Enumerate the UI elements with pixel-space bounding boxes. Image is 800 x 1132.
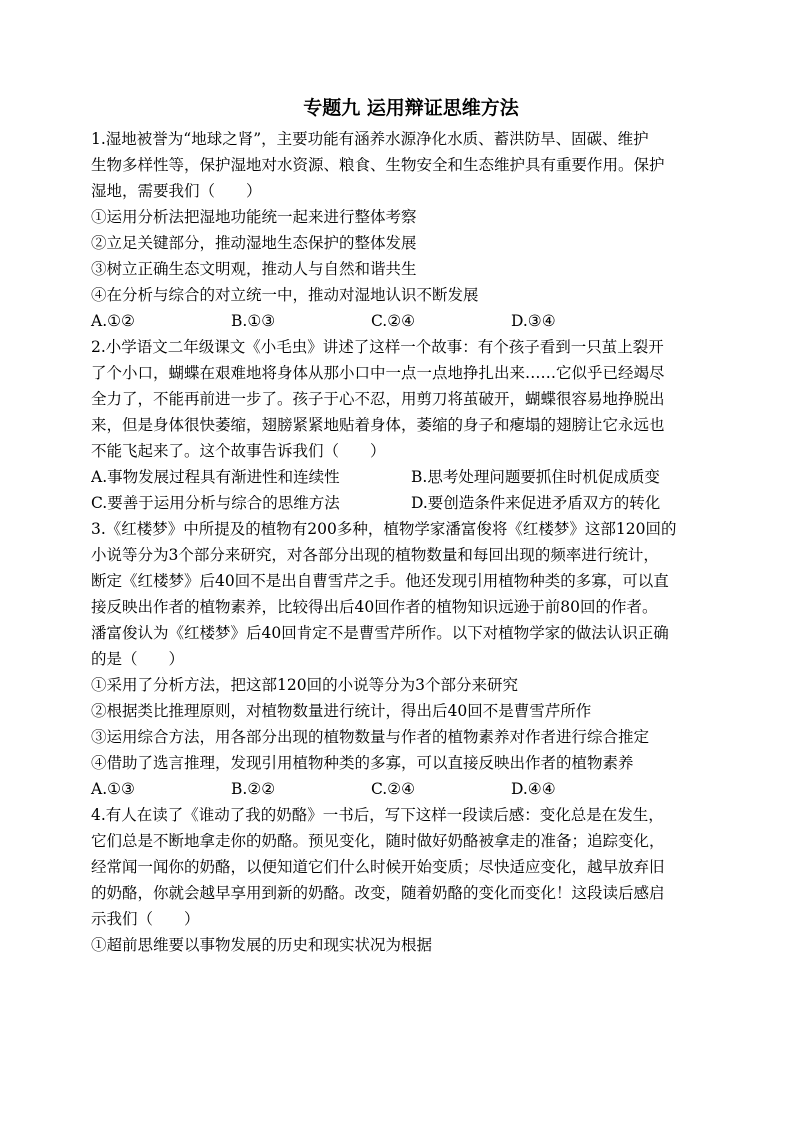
option-c: C.要善于运用分析与综合的思维方法	[91, 494, 340, 512]
answer-options	[91, 464, 731, 490]
statement-item: ④在分析与综合的对立统一中，推动对湿地认识不断发展	[91, 286, 479, 304]
question-stem-line: 全力了，不能再前进一步了。孩子于心不忍，用剪刀将茧破开，蝴蝶很容易地挣脱出	[91, 390, 665, 408]
answer-options	[91, 490, 731, 516]
question-stem-line: 小说等分为3个部分来研究，对各部分出现的植物数量和每回出现的频率进行统计，	[91, 546, 659, 564]
option-a: A.①②	[91, 312, 135, 330]
statement-item: ③运用综合方法，用各部分出现的植物数量与作者的植物素养对作者进行综合推定	[91, 728, 650, 746]
option-d: D.要创造条件来促进矛盾双方的转化	[411, 494, 661, 512]
question-1	[91, 126, 731, 334]
option-d: D.③④	[511, 312, 556, 330]
page-title: 专题九 运用辩证思维方法	[303, 97, 519, 119]
document-page	[91, 96, 731, 958]
option-a: A.①③	[91, 780, 135, 798]
question-stem-line: 2.小学语文二年级课文《小毛虫》讲述了这样一个故事：有个孩子看到一只茧上裂开	[91, 338, 664, 356]
option-b: B.思考处理问题要抓住时机促成质变	[411, 468, 660, 486]
question-stem-line: 的奶酪，你就会越早享用到新的奶酪。改变，随着奶酪的变化而变化！这段读后感启	[91, 884, 665, 902]
question-stem-line: 示我们（ ）	[91, 910, 200, 928]
question-stem-line: 不能飞起来了。这个故事告诉我们（ ）	[91, 442, 386, 460]
question-stem-line: 生物多样性等，保护湿地对水资源、粮食、生物安全和生态维护具有重要作用。保护	[91, 156, 665, 174]
answer-options	[91, 308, 731, 334]
statement-item: ②根据类比推理原则，对植物数量进行统计，得出后40回不是曹雪芹所作	[91, 702, 592, 720]
statement-item: ③树立正确生态文明观，推动人与自然和谐共生	[91, 260, 417, 278]
statement-item: ①运用分析法把湿地功能统一起来进行整体考察	[91, 208, 417, 226]
option-b: B.②②	[231, 780, 276, 798]
answer-options	[91, 776, 731, 802]
question-stem-line: 1.湿地被誉为“地球之肾”，主要功能有涵养水源净化水质、蓄洪防旱、固碳、维护	[91, 130, 649, 148]
question-stem-line: 的是（ ）	[91, 650, 185, 668]
question-3	[91, 516, 731, 802]
question-stem-line: 3.《红楼梦》中所提及的植物有200多种，植物学家潘富俊将《红楼梦》这部120回的	[91, 520, 677, 538]
statement-item: ④借助了选言推理，发现引用植物种类的多寡，可以直接反映出作者的植物素养	[91, 754, 634, 772]
question-stem-line: 来，但是身体很快萎缩，翅膀紧紧地贴着身体，萎缩的身子和瘪塌的翅膀让它永远也	[91, 416, 665, 434]
statement-item: ②立足关键部分，推动湿地生态保护的整体发展	[91, 234, 417, 252]
option-a: A.事物发展过程具有渐进性和连续性	[91, 468, 340, 486]
question-stem-line: 接反映出作者的植物素养，比较得出后40回作者的植物知识远逊于前80回的作者。	[91, 598, 658, 616]
question-stem-line: 它们总是不断地拿走你的奶酪。预见变化，随时做好奶酪被拿走的准备；追踪变化，	[91, 832, 665, 850]
option-b: B.①③	[231, 312, 276, 330]
option-c: C.②④	[371, 312, 416, 330]
question-stem-line: 4.有人在读了《谁动了我的奶酪》一书后，写下这样一段读后感：变化总是在发生，	[91, 806, 664, 824]
statement-item: ①采用了分析方法，把这部120回的小说等分为3个部分来研究	[91, 676, 518, 694]
question-2	[91, 334, 731, 516]
question-stem-line: 断定《红楼梦》后40回不是出自曹雪芹之手。他还发现引用植物种类的多寡，可以直	[91, 572, 669, 590]
option-c: C.②④	[371, 780, 416, 798]
option-d: D.④④	[511, 780, 556, 798]
question-stem-line: 了个小口，蝴蝶在艰难地将身体从那小口中一点一点地挣扎出来……它似乎已经竭尽	[91, 364, 665, 382]
question-4	[91, 802, 731, 958]
question-stem-line: 湿地，需要我们（ ）	[91, 182, 262, 200]
statement-item: ①超前思维要以事物发展的历史和现实状况为根据	[91, 936, 433, 954]
question-stem-line: 潘富俊认为《红楼梦》后40回肯定不是曹雪芹所作。以下对植物学家的做法认识正确	[91, 624, 669, 642]
question-stem-line: 经常闻一闻你的奶酪，以便知道它们什么时候开始变质；尽快适应变化，越早放弃旧	[91, 858, 665, 876]
